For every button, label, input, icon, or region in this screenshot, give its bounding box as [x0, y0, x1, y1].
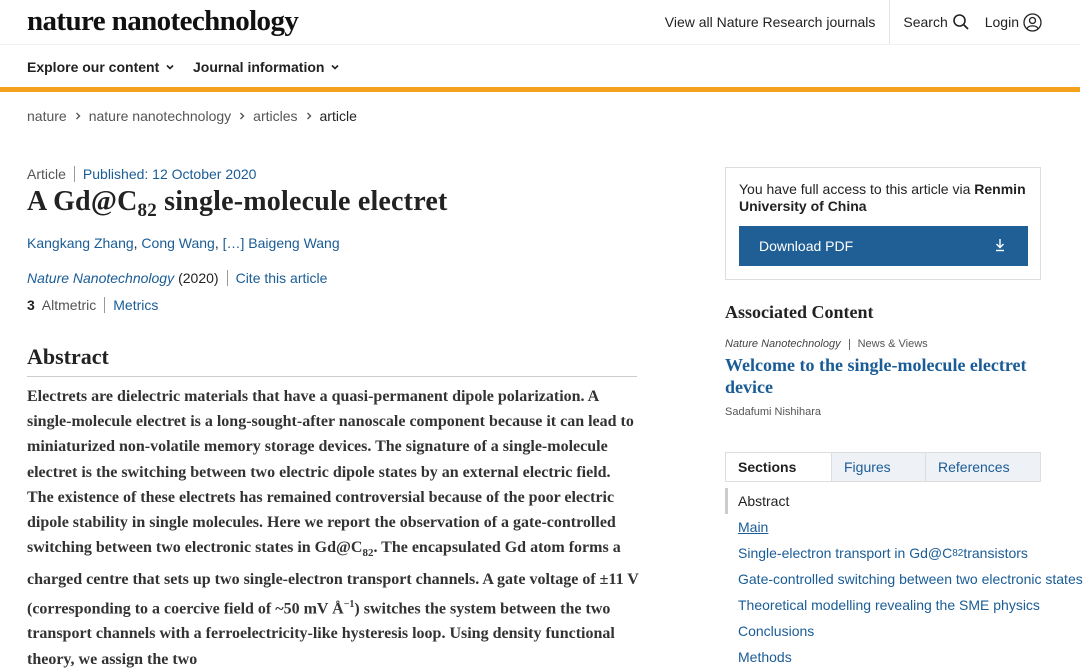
accent-divider — [0, 87, 1080, 92]
divider — [227, 270, 228, 286]
published-date: Published: 12 October 2020 — [82, 166, 257, 182]
section-label: transistors — [963, 545, 1028, 561]
access-box — [725, 167, 1041, 280]
title-part: single-molecule electret — [156, 186, 448, 217]
explore-content-menu[interactable] — [27, 59, 175, 75]
chevron-right-icon — [237, 111, 247, 121]
section-subscript: 82 — [952, 547, 964, 559]
associated-author: Sadafumi Nishihara — [725, 406, 821, 418]
associated-content-heading: Associated Content — [725, 302, 874, 322]
sidebar-tabs — [725, 452, 1041, 482]
section-abstract[interactable]: Abstract — [725, 488, 1045, 514]
main-nav — [0, 44, 1080, 88]
associated-type: News & Views — [857, 338, 928, 350]
access-text: You have full access to this article via — [739, 181, 975, 197]
institution-name: Renmin University of China — [739, 181, 1026, 214]
abstract-subscript: 82 — [362, 547, 374, 560]
abstract-superscript: −1 — [343, 598, 355, 610]
abstract-part: ) switches the system between the two transport channels with a ferroelectricity-like hysteresis loop. Using density functional theory, we assign the two — [27, 600, 615, 668]
search-button[interactable] — [903, 13, 969, 31]
tab-figures[interactable]: Figures — [831, 453, 925, 481]
section-gate-controlled-switching[interactable] — [725, 566, 1083, 592]
section-methods[interactable]: Methods — [738, 649, 792, 665]
expand-authors-button[interactable]: […] — [222, 235, 245, 251]
chevron-down-icon — [165, 62, 175, 72]
journal-information-label: Journal information — [193, 59, 325, 75]
user-icon — [1023, 13, 1042, 32]
associated-article-link[interactable]: Welcome to the single-molecule electret device — [725, 355, 1027, 397]
title-subscript: 82 — [137, 200, 157, 221]
author-link[interactable]: Cong Wang — [141, 235, 215, 251]
associated-journal: Nature Nanotechnology — [725, 338, 841, 350]
chevron-right-icon — [73, 111, 83, 121]
author-link[interactable]: Kangkang Zhang — [27, 235, 134, 251]
abstract-part: Electrets are dielectric materials that have a quasi-permanent dipole polarization. A single-molecule electret is a long-sought-after nanoscale component because it can lead to miniaturized non-volatile memory storage devices. The signature of a single-molecule electret is the switching between two electric dipole states by an external electric field. The existence of these electrets has remained controversial because of the poor electric dipole stability in single molecules. Here we report the observation of a gate-controlled switching between two electronic states in Gd@C — [27, 388, 634, 557]
altmetric-label: Altmetric — [41, 297, 97, 313]
download-pdf-label: Download PDF — [759, 238, 854, 254]
publication-year: (2020) — [178, 270, 219, 286]
divider — [74, 166, 75, 182]
top-links — [665, 0, 1042, 44]
citation-line — [27, 270, 327, 286]
abstract-part: . The encapsulated Gd atom forms a charged centre that sets up two single-electron transport channels. A gate voltage of ±11 V (corresponding to a coercive field of ~50 mV Å — [27, 539, 639, 618]
search-icon — [952, 13, 970, 31]
view-all-journals-link[interactable]: View all Nature Research journals — [664, 14, 876, 30]
altmetric-count: 3 — [27, 297, 35, 313]
article-type: Article — [27, 166, 66, 182]
chevron-right-icon — [304, 111, 314, 121]
title-part: A Gd@C — [27, 186, 138, 217]
tab-references[interactable]: References — [925, 453, 1040, 481]
access-message — [739, 181, 1031, 215]
metrics-link[interactable]: Metrics — [113, 297, 159, 313]
section-list — [725, 488, 1083, 670]
article-title — [27, 186, 447, 222]
section-single-electron-transport[interactable] — [725, 540, 1045, 566]
divider — [849, 339, 850, 350]
breadcrumb-nature[interactable]: nature — [27, 108, 67, 124]
section-label: Single-electron transport in Gd@C — [738, 545, 953, 561]
divider — [889, 0, 890, 44]
section-conclusions[interactable]: Conclusions — [738, 623, 815, 639]
journal-information-menu[interactable] — [193, 59, 340, 75]
journal-name[interactable]: Nature Nanotechnology — [27, 270, 175, 286]
abstract-heading: Abstract — [27, 344, 109, 369]
author-list: Kangkang Zhang, Cong Wang, […] Baigeng Wang — [27, 235, 340, 251]
breadcrumb-articles[interactable]: articles — [253, 108, 298, 124]
author-link[interactable]: Baigeng Wang — [248, 235, 340, 251]
section-main[interactable] — [725, 514, 1045, 540]
cite-article-link[interactable]: Cite this article — [235, 270, 328, 286]
journal-logo[interactable]: nature nanotechnology — [27, 5, 299, 37]
breadcrumb — [27, 108, 357, 124]
download-icon — [994, 238, 1006, 252]
abstract-text — [27, 384, 639, 672]
tab-sections[interactable]: Sections — [726, 453, 831, 481]
breadcrumb-nature-nanotechnology[interactable]: nature nanotechnology — [88, 108, 232, 124]
section-label: Gate-controlled switching between two electronic states — [738, 571, 1083, 587]
top-bar — [0, 0, 1080, 44]
login-label: Login — [984, 14, 1019, 30]
explore-content-label: Explore our content — [27, 59, 160, 75]
download-pdf-button[interactable] — [739, 226, 1028, 266]
section-main-label: Main — [738, 519, 769, 535]
divider — [104, 297, 105, 313]
chevron-down-icon — [330, 62, 340, 72]
associated-meta — [725, 338, 928, 350]
login-button[interactable] — [985, 13, 1042, 32]
article-meta — [27, 166, 256, 182]
breadcrumb-article: article — [319, 108, 357, 124]
section-theoretical-modelling[interactable]: Theoretical modelling revealing the SME physics — [738, 597, 1040, 613]
search-label: Search — [903, 14, 948, 30]
divider — [27, 376, 637, 377]
metrics-line — [27, 297, 158, 313]
